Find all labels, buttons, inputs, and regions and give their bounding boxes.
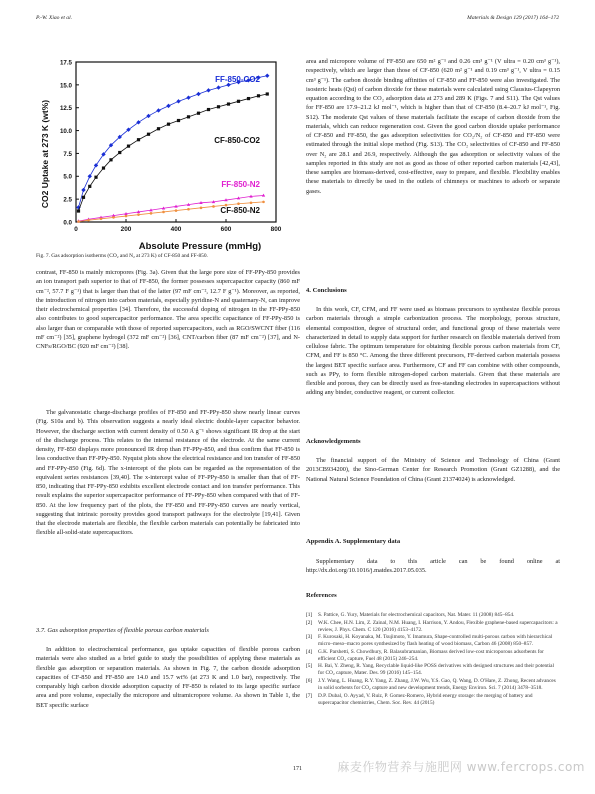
data-point xyxy=(100,218,103,221)
data-point xyxy=(94,176,97,179)
section-conclusions: 4. Conclusions xyxy=(306,287,347,294)
co2-uptake-chart xyxy=(36,54,300,254)
data-point xyxy=(227,102,230,105)
reference-number: [1] xyxy=(306,612,313,618)
running-header-journal: Materials & Design 129 (2017) 164–172 xyxy=(467,15,559,21)
data-point xyxy=(247,97,250,100)
data-point xyxy=(94,163,98,167)
reference-number: [4] xyxy=(306,648,313,655)
data-point xyxy=(265,74,269,78)
supplementary-data-paragraph xyxy=(306,557,560,576)
data-point xyxy=(216,85,220,89)
data-point xyxy=(125,215,128,218)
data-point xyxy=(112,216,115,219)
subsection-title-3-7: 3.7. Gas adsorption properties of flexible porous carbon materials xyxy=(36,627,209,634)
series-label: CF-850-CO2 xyxy=(214,136,260,145)
reference-number: [2] xyxy=(306,619,313,626)
reference-text[interactable]: G.K. Parshetti, S. Chowdhury, R. Balasubramanian, Biomass derived low-cost microporous adsorbents for efficient CO₂ capture, Fuel 48 (2015) 246–254. xyxy=(318,648,544,662)
series-label: FF-850-CO2 xyxy=(215,75,260,84)
x-tick-label: 800 xyxy=(270,226,282,233)
data-point xyxy=(137,138,140,141)
data-point xyxy=(81,188,85,192)
data-point xyxy=(197,112,200,115)
reference-item xyxy=(306,678,560,692)
reference-list xyxy=(306,612,560,707)
data-point xyxy=(177,119,180,122)
data-point xyxy=(187,115,190,118)
y-tick-label: 10.0 xyxy=(59,127,72,135)
y-axis-label: CO2 Uptake at 273 K (wt%) xyxy=(40,99,50,209)
reference-number: [7] xyxy=(306,692,313,699)
y-tick-label: 15.0 xyxy=(59,82,72,90)
data-point xyxy=(88,174,92,178)
x-tick-label: 0 xyxy=(74,226,78,233)
section-appendix: Appendix A. Supplementary data xyxy=(306,538,401,545)
reference-item xyxy=(306,634,560,648)
figure-caption: Fig. 7. Gas adsorption isotherms (CO₂ and N₂ at 273 K) of CF-850 and FF-850. xyxy=(36,253,208,259)
left-paragraph-2: The galvanostatic charge-discharge profiles of FF-850 and FF-PPy-850 show nearly linear curves (Fig. S10a and b). This observation suggests a nearly ideal electric double-layer capacitor behavior. However, the discharge section with current density of 0.50 A g⁻¹ shows significant IR drop at the start of the discharge process. This relates to the internal resistance of the electrode. At the same current density, FF-850 displays more pronounced IR drop than FF-PPy-850, and thus confirm that FF-850 is less conductive than FF-PPy-850. Nyquist plots show the electrical resistance and ion transfer of FF-850 and FF-PPy-850 (Fig. 6d). The x-intercept of the plots can be regarded as the representation of the equivalent series resistances [39,40]. The x-intercept value of FF-PPy-850 is smaller than that of FF-850, indicating that FF-PPy-850 exhibits excellent electrode contact and ion transfer performance. This result explains the superior supercapacitor performance of FF-PPy-850 when compared with that of FF-850. At the low frequency part of the plots, the FF-850 and FF-PPy-850 curves are nearly vertical, suggesting that intrinsic porosity provides good transport pathways for the electrolyte [19,41]. Given that the electrode materials are flexible, the flexible carbon materials can potentially be fabricated into flexible all-solid-state supercapacitors. xyxy=(36,409,300,537)
reference-item xyxy=(306,693,560,707)
data-point xyxy=(207,108,210,111)
data-point xyxy=(157,127,160,130)
left-paragraph-3: In addition to electrochemical performance, gas uptake capacities of flexible porous carbon materials were also studied as a brief guide to study the possibilities of applying these materials as flexible gas adsorption or separation materials. As shown in Fig. 7, the carbon dioxide adsorption capacities of CF-850 and FF-850 are 14.0 and 15.7 wt% (at 273 K and 1.0 bar), respectively. The comparably high carbon dioxide adsorption capacity of FF-850 is related to its large specific surface area and pore volume, especially the micropore and ultramicropore volume. As shown in Table 1, the BET specific surface xyxy=(36,646,300,709)
left-paragraph-1: contrast, FF-850 is mainly micropores (Fig. 3a). Given that the large pore size of FF-PPy-850 provides an ion transport path superior to that of FF-850, the former possesses supercapacitor capacity (860 mF cm⁻², 57.7 F g⁻¹) that is larger than that of the latter (97 mF cm⁻², 12.7 F g⁻¹). Moreover, as reported, the introduction of nitrogen into carbon materials, especially pyridine-N and quaternary-N, can improve their electrochemical properties [34]. Therefore, the successful doping of nitrogen in the FF-PPy-850 also contributes to good supercapacitor performance. The area specific capacitance of FF-PPy-850 is also larger than or comparable with those of reported supercapacitors, such as RGO/SWCNT fiber (116 mF cm⁻²) [35], graphene hydrogel (372 mF cm⁻²) [36], CNT/carbon fiber (87 mF cm⁻²) [37], and N-CNFs/RGO/BC (920 mF cm⁻²) [38]. xyxy=(36,269,300,350)
data-point xyxy=(266,92,269,95)
series-label: CF-850-N2 xyxy=(220,206,260,215)
reference-text[interactable]: S. Pattice, G. Yury, Materials for electrochemical capacitors, Nat. Mater. 11 (2008) 845–854. xyxy=(318,612,515,618)
reference-text[interactable]: H. Bai, Y. Zheng, R. Yang, Recyclable liquid-like POSS derivatives with designed structures and their potential for CO₂ capture, Mater. Des. 99 (2016) 145–154. xyxy=(318,663,554,677)
data-point xyxy=(237,202,240,205)
data-point xyxy=(176,99,180,103)
y-tick-label: 12.5 xyxy=(59,105,72,113)
data-point xyxy=(127,145,130,148)
page-number: 171 xyxy=(293,766,302,772)
data-point xyxy=(257,94,260,97)
y-tick-label: 17.5 xyxy=(59,59,72,67)
data-point xyxy=(87,219,90,222)
data-point xyxy=(166,104,170,108)
data-point xyxy=(147,133,150,136)
reference-text[interactable]: F. Kurosaki, H. Koyanaka, M. Tsujimoto, Y. Imamura, Shape-controlled multi-porous carbon with hierarchical micro–meso–macro pores synthesized by flash heating of wood biomass, Carbon 46 (2008) 850–857. xyxy=(318,634,553,648)
figure-7 xyxy=(36,54,300,264)
section-references: References xyxy=(306,592,337,599)
data-point xyxy=(162,211,165,214)
data-point xyxy=(109,158,112,161)
data-point xyxy=(186,95,190,99)
reference-text[interactable]: J.Y. Wang, L. Huang, R.Y. Yang, Z. Zhang, J.W. Wu, Y.S. Gao, Q. Wang, D. O'Hare, Z. Zhong, Recent advances in solid sorbents for CO₂ capture and new development trends, Energy Environ. Sci. 7 (2014) 3478–3518. xyxy=(318,677,556,691)
x-axis-label: Absolute Pressure (mmHg) xyxy=(138,241,262,252)
data-point xyxy=(77,220,80,223)
running-header-authors: P.-W. Xiao et al. xyxy=(36,15,73,21)
data-point xyxy=(88,185,91,188)
reference-item xyxy=(306,663,560,677)
watermark: 麻麦作物营养与施肥网 www.fercrops.com xyxy=(337,760,585,774)
reference-number: [5] xyxy=(306,663,313,670)
data-point xyxy=(217,105,220,108)
reference-text[interactable]: D.P. Dubal, O. Ayyad, V. Ruiz, P. Gomez-Romero, Hybrid energy storage: the merging of battery and supercapacitor chemistries, Chem. Soc. Rev. 44 (2015) xyxy=(318,692,533,706)
data-point xyxy=(146,114,150,118)
reference-text[interactable]: W.K. Chee, H.N. Lim, Z. Zainal, N.M. Huang, I. Harrison, Y. Andou, Flexible graphene-based supercapacitors: a review, J. Phys. Chem. C 120 (2016) 4153–4172. xyxy=(318,619,558,633)
reference-item xyxy=(306,620,560,634)
right-paragraph-2: In this work, CF, CFM, and FF were used as biomass precursors to synthesize flexible porous carbon materials through a simple carbonization process. The morphology, porous structure, elemental composition, degree of structural order, and functional group of these materials were characterized in detail to supply data support for further research on flexible materials derived from cellulose fabric. The optimum temperature for obtaining flexible porous carbon materials from CF, CFM, and FF is 850 °C. Among the three different precursors, FF-derived carbon materials possess the largest BET specific surface area. Furthermore, CF and FF can combine with other compounds, such as PPy, to form flexible nitrogen-doped carbon materials. Given that these materials are flexible and porous, they can be directly used as free-standing electrodes in supercapacitors without adding any binder, conductive reagent, or current collector. xyxy=(306,306,560,397)
y-tick-label: 5.0 xyxy=(63,173,72,181)
reference-item xyxy=(306,612,560,619)
data-point xyxy=(167,123,170,126)
series-label: FF-850-N2 xyxy=(221,180,260,189)
series-line xyxy=(79,94,268,211)
data-point xyxy=(77,209,80,212)
y-tick-label: 2.5 xyxy=(63,196,72,204)
data-point xyxy=(175,209,178,212)
reference-item xyxy=(306,649,560,663)
data-point xyxy=(196,92,200,96)
x-tick-label: 400 xyxy=(170,226,182,233)
x-tick-label: 200 xyxy=(120,226,132,233)
right-paragraph-1: area and micropore volume of FF-850 are 650 m² g⁻¹ and 0.26 cm³ g⁻¹ (V ultra = 0.20 cm³ g⁻¹), respectively, which are larger than those of CF-850 (620 m² g⁻¹ and 0.19 cm³ g⁻¹, V ultra = 0.15 cm³ g⁻¹). The carbon dioxide binding affinities of CF-850 and FF-850 were also investigated. The isosteric heats (Qst) of carbon dioxide for these materials were calculated using Clausius-Clapeyron equation according to the CO₂ adsorption data at 273 and 289 K (Figs. 7 and S11). The Qst values for FF-850 are 17.9–21.2 kJ mol⁻¹, which is higher than that of CF-850 (8.4–20.7 kJ mol⁻¹, Fig. S12). The moderate Qst values of these materials facilitate the escape of carbon dioxide from the materials, which can reduce regeneration cost. Given the good carbon dioxide uptake performance of CF-850 and FF-850, the gas adsorption selectivities for CO₂/N₂ of CF-850 and FF-850 were estimated through the initial slope method (Fig. S13). The CO₂ selectivities of CF-850 and FF-850 over N₂ are 28.1 and 26.9, respectively. Although the gas adsorption or selectivity values of the samples reported in this study are not as good as those of other reported carbon materials [42,43], these samples are biomass-derived, cost-effective, easy to prepare, and flexible. Flexibility enables these materials to directly be used in the outlets of chimneys or machines to adsorb or separate gases. xyxy=(306,58,560,195)
data-point xyxy=(206,88,210,92)
data-point xyxy=(262,201,265,204)
data-point xyxy=(118,151,121,154)
data-point xyxy=(102,166,105,169)
x-tick-label: 600 xyxy=(220,226,232,233)
data-point xyxy=(156,108,160,112)
data-point xyxy=(250,202,253,205)
reference-number: [3] xyxy=(306,634,313,641)
reference-number: [6] xyxy=(306,677,313,684)
right-paragraph-3: The financial support of the Ministry of Science and Technology of China (Grant 2013CB934200), the Sino-German Center for Research Promotion (Grant GZ1288), and the National Natural Science Foundation of China (Grant 21374024) is acknowledged. xyxy=(306,457,560,483)
supplementary-data-text: Supplementary data to this article can be found online at http://dx.doi.org/10.1016/j.matdes.2017.05.035. xyxy=(306,558,560,575)
section-acknowledgements: Acknowledgements xyxy=(306,438,361,445)
y-tick-label: 0.0 xyxy=(63,219,72,227)
data-point xyxy=(187,208,190,211)
data-point xyxy=(150,212,153,215)
data-point xyxy=(237,100,240,103)
data-point xyxy=(200,207,203,210)
y-tick-label: 7.5 xyxy=(63,150,72,158)
data-point xyxy=(212,205,215,208)
data-point xyxy=(137,213,140,216)
data-point xyxy=(82,196,85,199)
